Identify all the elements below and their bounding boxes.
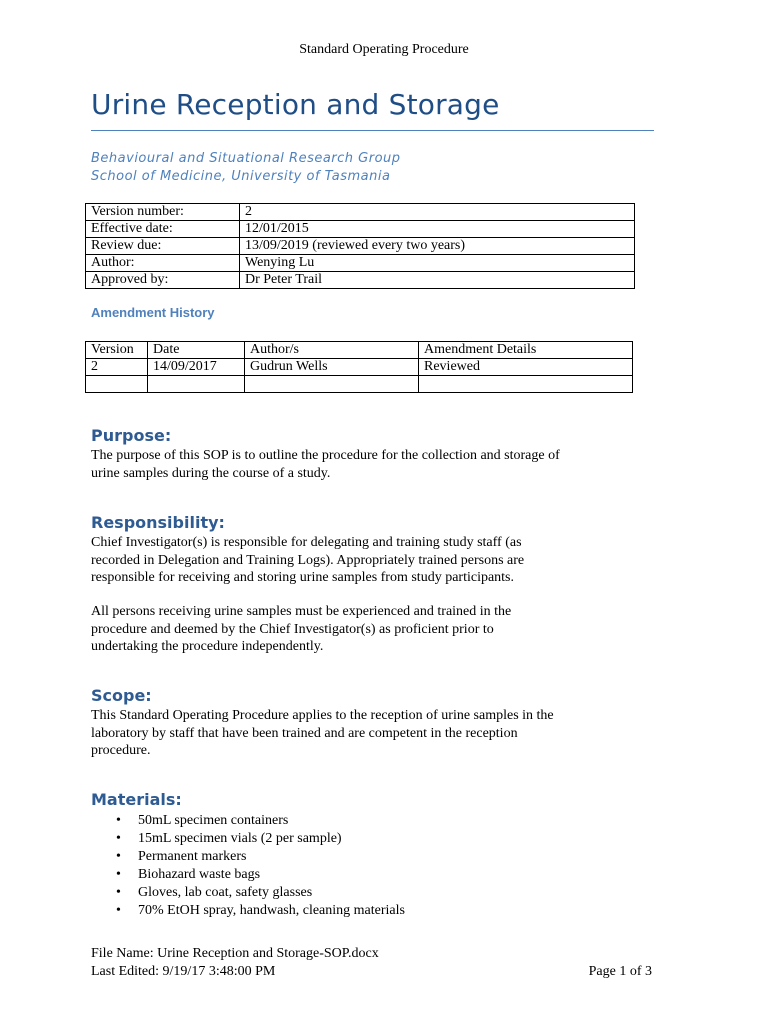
text-line: The purpose of this SOP is to outline the procedure for the collection and storage of [91,448,560,463]
info-label: Review due: [86,238,240,255]
column-header: Version [86,342,148,359]
list-item [91,848,405,866]
text-line: recorded in Delegation and Training Logs). Appropriately trained persons are [91,552,525,568]
info-value: Dr Peter Trail [240,272,635,289]
responsibility-paragraph-1 [91,534,651,587]
text-line: laboratory by staff that have been trained and are competent in the reception [91,725,518,741]
table-row [86,221,635,238]
list-item-text: Permanent markers [138,849,247,864]
column-header: Amendment Details [419,342,633,359]
list-item-text: 70% EtOH spray, handwash, cleaning materials [138,903,405,918]
footer-file-name: File Name: Urine Reception and Storage-SOP.docx [91,946,379,961]
table-cell: 2 [86,359,148,376]
list-item-text: Gloves, lab coat, safety glasses [138,885,313,900]
document-title: Urine Reception and Storage [91,88,500,121]
scope-heading: Scope: [91,686,152,705]
amendment-table [85,341,633,393]
bullet-icon: • [116,813,121,828]
table-cell [245,376,419,393]
table-row [86,255,635,272]
table-cell [86,376,148,393]
info-label: Approved by: [86,272,240,289]
list-item [91,812,405,830]
table-row [86,359,633,376]
list-item-text: 15mL specimen vials (2 per sample) [138,831,342,846]
table-cell [148,376,245,393]
text-line: responsible for receiving and storing urine samples from study participants. [91,570,515,585]
list-item [91,884,405,902]
running-header: Standard Operating Procedure [299,42,469,57]
amendment-history-heading: Amendment History [91,305,215,320]
table-row [86,376,633,393]
purpose-heading: Purpose: [91,426,172,445]
column-header: Author/s [245,342,419,359]
text-line: All persons receiving urine samples must be experienced and trained in the [91,604,512,619]
org-school: School of Medicine, University of Tasmania [91,169,391,184]
text-line: undertaking the procedure independently. [91,639,324,654]
info-value: 13/09/2019 (reviewed every two years) [240,238,635,255]
list-item-text: Biohazard waste bags [138,867,261,882]
text-line: This Standard Operating Procedure applies to the reception of urine samples in the [91,708,554,723]
footer-page-number: Page 1 of 3 [588,964,652,979]
list-item [91,830,405,848]
info-label: Effective date: [86,221,240,238]
list-item [91,902,405,920]
table-cell: Gudrun Wells [245,359,419,376]
info-label: Author: [86,255,240,272]
scope-text [91,707,651,760]
version-info-table [85,203,635,289]
bullet-icon: • [116,849,121,864]
table-row [86,204,635,221]
bullet-icon: • [116,903,121,918]
purpose-text [91,447,651,482]
bullet-icon: • [116,831,121,846]
materials-list [91,812,405,920]
info-label: Version number: [86,204,240,221]
info-value: 12/01/2015 [240,221,635,238]
text-line: Chief Investigator(s) is responsible for delegating and training study staff (as [91,535,522,550]
info-value: Wenying Lu [240,255,635,272]
title-underline [91,130,654,131]
info-value: 2 [240,204,635,221]
list-item [91,866,405,884]
text-line: procedure. [91,743,151,758]
text-line: urine samples during the course of a study. [91,465,331,481]
column-header: Date [148,342,245,359]
responsibility-paragraph-2 [91,603,651,656]
table-cell: Reviewed [419,359,633,376]
bullet-icon: • [116,867,121,882]
table-row [86,272,635,289]
table-cell: 14/09/2017 [148,359,245,376]
table-row [86,238,635,255]
materials-heading: Materials: [91,790,182,809]
table-header-row [86,342,633,359]
bullet-icon: • [116,885,121,900]
footer-last-edited: Last Edited: 9/19/17 3:48:00 PM [91,964,276,979]
org-group: Behavioural and Situational Research Group [91,151,401,166]
list-item-text: 50mL specimen containers [138,813,289,828]
responsibility-heading: Responsibility: [91,513,225,532]
text-line: procedure and deemed by the Chief Investigator(s) as proficient prior to [91,621,494,637]
table-cell [419,376,633,393]
